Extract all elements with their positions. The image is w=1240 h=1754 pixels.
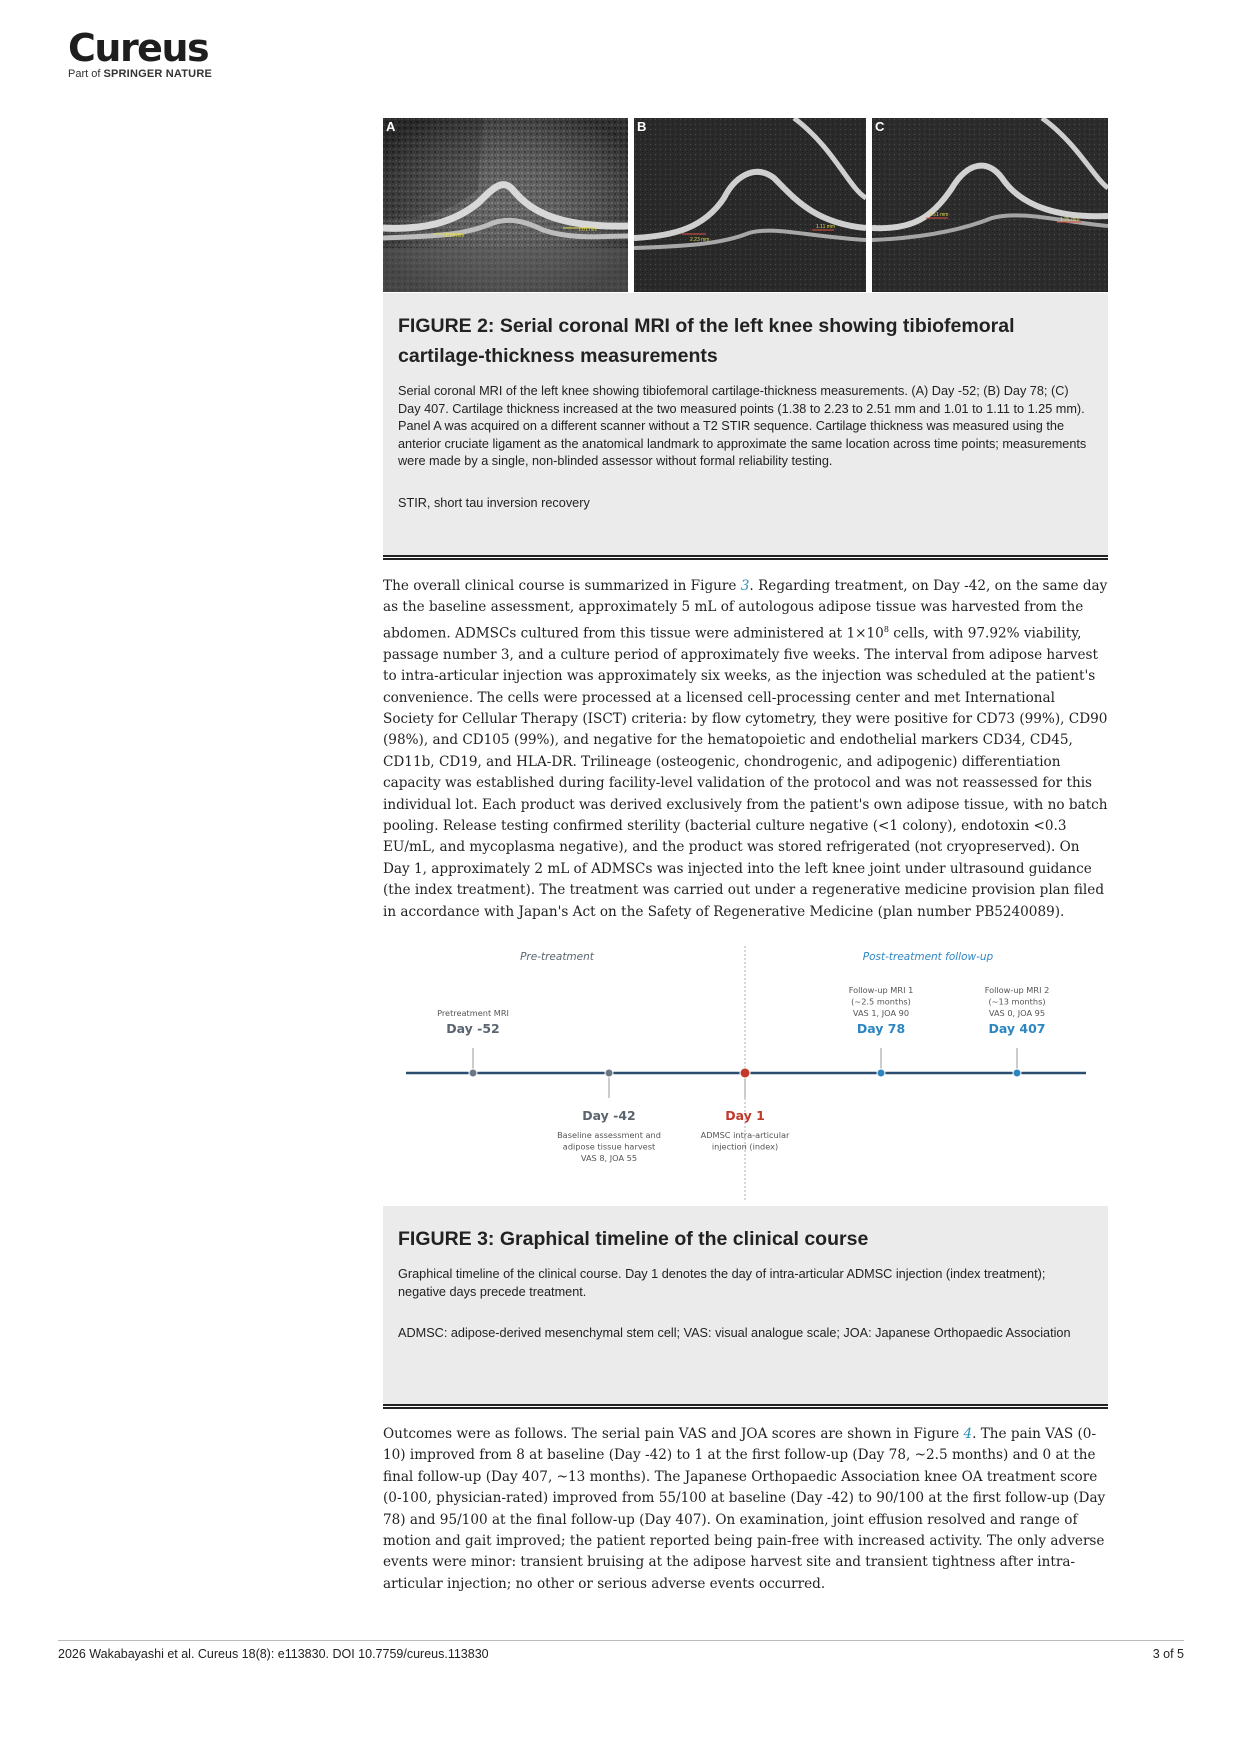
event-note-day407: VAS 0, JOA 95 [988, 1008, 1046, 1018]
mri-panel-c [872, 118, 1108, 292]
event-note-dayminus42: adipose tissue harvest [562, 1141, 656, 1152]
figure3-timeline [383, 940, 1108, 1202]
event-day-day1: Day 1 [725, 1108, 765, 1123]
panel-c-label: C [875, 119, 885, 134]
figure2-title: FIGURE 2: Serial coronal MRI of the left knee showing tibiofemoral cartilage-thickness measurements [398, 315, 1015, 367]
pre-treatment-label: Pre-treatment [520, 951, 594, 963]
event-note-day78: Follow-up MRI 1 [848, 985, 914, 995]
figure3-abbreviations: ADMSC: adipose-derived mesenchymal stem cell; VAS: visual analogue scale; JOA: Japanese Orthopaedic Association [398, 1326, 1071, 1340]
post-treatment-label: Post-treatment follow-up [862, 951, 994, 963]
figure-4-link[interactable]: 4 [963, 1426, 973, 1442]
figure-3-link[interactable]: 3 [740, 578, 750, 594]
event-marker-day1 [740, 1068, 750, 1078]
panel-c-measure-1: 2.51 mm [929, 212, 949, 218]
event-marker-day78 [877, 1069, 885, 1077]
event-marker-day407 [1013, 1069, 1021, 1077]
figure2-caption: Serial coronal MRI of the left knee showing tibiofemoral cartilage-thickness measurements. (A) Day -52; (B) Day 78; (C) Day 407. Cartilage thickness increased at the two measured points (1.38 to 2.23 to 2.51 mm and 1.01 to 1.11 to 1.25 mm). Panel A was acquired on a different scanner without a T2 STIR sequence. Cartilage thickness was measured using the anterior cruciate ligament as the anatomical landmark to approximate the same location across time points; measurements were made by a single, non-blinded assessor without formal reliability testing. [398, 384, 1087, 468]
figure2-caption-box [383, 293, 1108, 556]
panel-a-measure-1: 1.38 mm [445, 233, 465, 239]
footer-divider [58, 1640, 1184, 1641]
event-note-day78: (~2.5 months) [851, 996, 911, 1007]
logo-subline [68, 68, 212, 80]
figure3-caption-box [383, 1206, 1108, 1408]
figure3-title: FIGURE 3: Graphical timeline of the clinical course [398, 1228, 869, 1250]
figure2-abbreviations: STIR, short tau inversion recovery [398, 495, 590, 510]
event-marker-dayminus42 [605, 1069, 613, 1077]
part-of-text: Part of [68, 68, 101, 80]
figure3-caption: Graphical timeline of the clinical course. Day 1 denotes the day of intra-articular ADMSC injection (index treatment); negative days precede treatment. [398, 1267, 1046, 1299]
para1-superscript: 8 [883, 624, 889, 634]
event-day-day407: Day 407 [988, 1021, 1046, 1036]
event-note-day407: Follow-up MRI 2 [984, 985, 1050, 995]
paragraph-1 [383, 576, 1108, 923]
page-number: 3 of 5 [1152, 1647, 1184, 1661]
para2-text-start: Outcomes were as follows. The serial pain VAS and JOA scores are shown in Figure [383, 1426, 964, 1442]
panel-a-measure-2: 1.01 mm [578, 227, 598, 233]
event-note-day78: VAS 1, JOA 90 [852, 1008, 910, 1018]
event-day-dayminus42: Day -42 [582, 1108, 636, 1123]
paragraph-2 [383, 1424, 1108, 1595]
para1-text-start: The overall clinical course is summarized in Figure [383, 578, 741, 594]
panel-a-label: A [386, 119, 396, 134]
event-day-dayminus52: Day -52 [446, 1021, 500, 1036]
event-note-day1: injection (index) [711, 1141, 779, 1152]
para1-text-mid: . Regarding treatment, on Day -42, on the same day as the baseline assessment, approximately 5 mL of autologous adipose tissue was harvested from the abdomen. ADMSCs cultured from this tissue were administered at 1×10 [383, 578, 1108, 642]
mri-panel-b [634, 118, 866, 292]
event-note-dayminus52: Pretreatment MRI [437, 1008, 509, 1018]
journal-logo [68, 26, 212, 80]
panel-c-measure-2: 1.25 mm [1060, 217, 1080, 223]
event-note-day407: (~13 months) [988, 996, 1046, 1007]
panel-b-measure-1: 2.23 mm [690, 237, 710, 243]
logo-wordmark: Cureus [68, 26, 209, 70]
event-marker-dayminus52 [469, 1069, 477, 1077]
publisher-name: SPRINGER NATURE [103, 68, 212, 80]
event-note-dayminus42: Baseline assessment and [557, 1130, 661, 1140]
figure3-rule [383, 1404, 1108, 1409]
para2-text-end: . The pain VAS (0-10) improved from 8 at baseline (Day -42) to 1 at the first follow-up (Day 78, ~2.5 months) and 0 at the final follow-up (Day 407, ~13 months). The Japanese Orthopaedic Association knee OA treatment score (0-100, physician-rated) improved from 55/100 at baseline (Day -42) to 90/100 at the first follow-up (Day 78) and 95/100 at the final follow-up (Day 407). On examination, joint effusion resolved and range of motion and gait improved; the patient reported being pain-free with increased activity. The only adverse events were minor: transient bruising at the adipose harvest site and transient tightness after intra-articular injection; no other or serious adverse events occurred. [383, 1426, 1106, 1592]
mri-panel-a [383, 118, 628, 292]
event-note-day1: ADMSC intra-articular [700, 1130, 790, 1140]
panel-b-label: B [637, 119, 647, 134]
figure2-images [383, 118, 1108, 292]
footer-citation: 2026 Wakabayashi et al. Cureus 18(8): e113830. DOI 10.7759/cureus.113830 [58, 1647, 489, 1661]
event-note-dayminus42: VAS 8, JOA 55 [580, 1153, 638, 1163]
figure2-rule [383, 555, 1108, 560]
event-day-day78: Day 78 [856, 1021, 906, 1036]
panel-b-measure-2: 1.11 mm [816, 224, 836, 230]
para1-text-end: cells, with 97.92% viability, passage number 3, and a culture period of approximately five weeks. The interval from adipose harvest to intra-articular injection was approximately six weeks, as the injection was scheduled at the patient's convenience. The cells were processed at a licensed cell-processing center and met International Society for Cellular Therapy (ISCT) criteria: by flow cytometry, they were positive for CD73 (99%), CD90 (98%), and CD105 (99%), and negative for the hematopoietic and endothelial markers CD34, CD45, CD11b, CD19, and HLA-DR. Trilineage (osteogenic, chondrogenic, and adipogenic) differentiation capacity was established during facility-level validation of the protocol and was not reassessed for this individual lot. Each product was derived exclusively from the patient's own adipose tissue, with no batch pooling. Release testing confirmed sterility (bacterial culture negative (<1 colony), endotoxin <0.3 EU/mL, and mycoplasma negative), and the product was stored refrigerated (not cryopreserved). On Day 1, approximately 2 mL of ADMSCs was injected into the left knee joint under ultrasound guidance (the index treatment). The treatment was carried out under a regenerative medicine provision plan filed in accordance with Japan's Act on the Safety of Regenerative Medicine (plan number PB5240089). [383, 625, 1108, 920]
